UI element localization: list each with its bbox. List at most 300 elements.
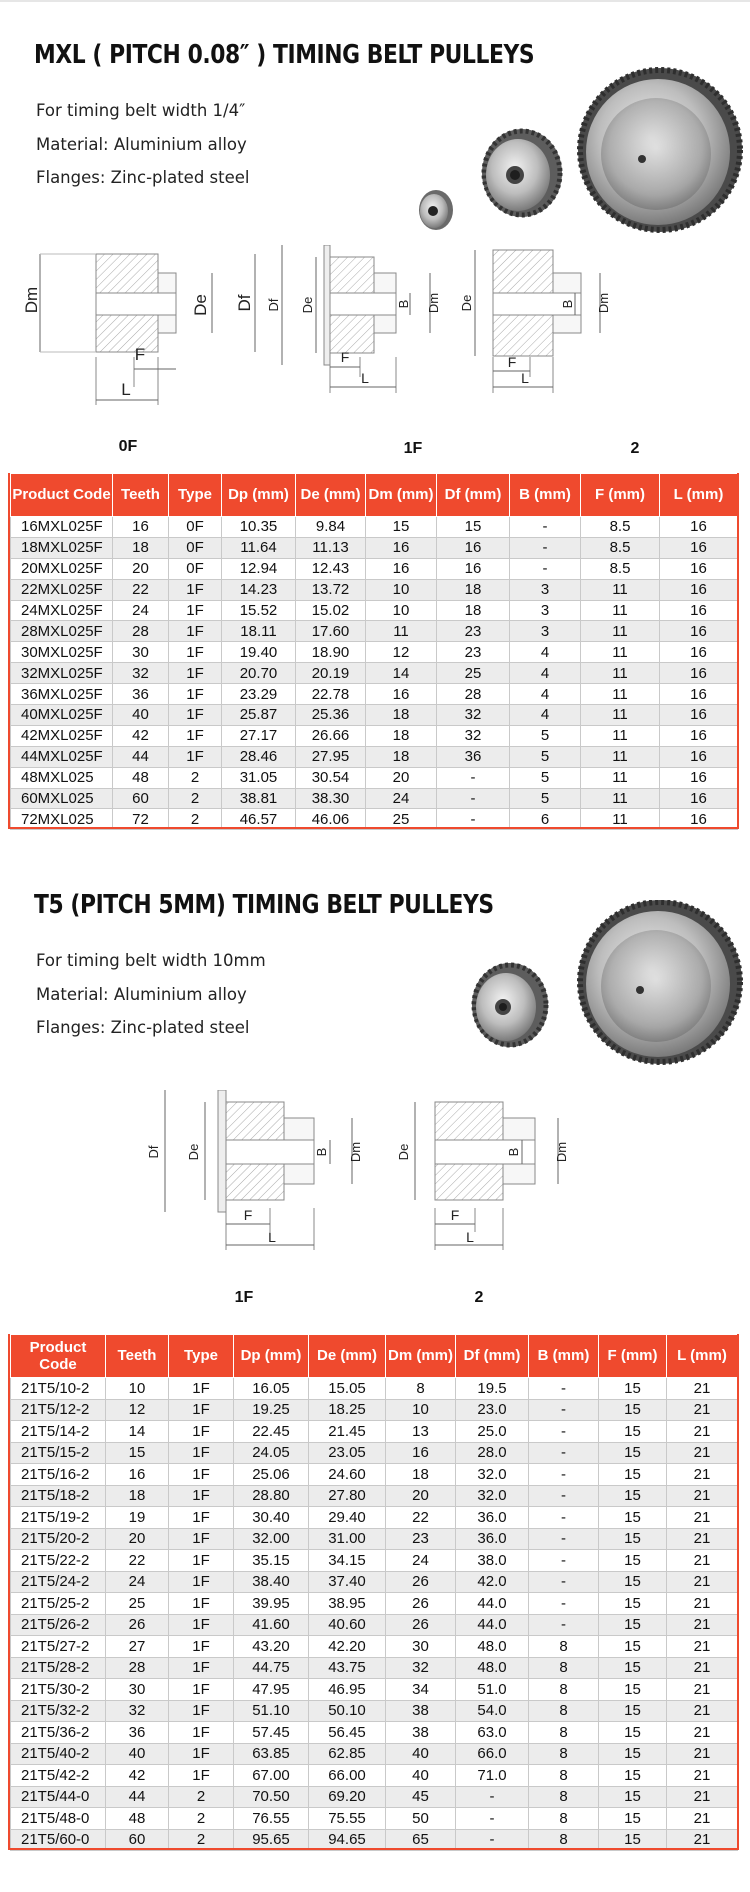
table-row [11,1679,738,1701]
table-cell: 25 [106,1593,169,1615]
table-cell: 1F [169,1550,234,1572]
table-cell: 21 [667,1636,738,1658]
t5-diagram-label-1f: 1F [234,1289,254,1306]
t5-header-3: Dp (mm) [234,1335,309,1378]
table-cell: 3 [510,579,581,600]
table-cell: 11 [581,579,660,600]
table-cell: 24 [106,1571,169,1593]
table-cell: 15.05 [309,1378,386,1400]
table-cell: 4 [510,684,581,705]
svg-text:Dm: Dm [554,1141,569,1163]
table-cell: 15 [599,1571,667,1593]
table-cell: 21 [667,1550,738,1572]
svg-text:B: B [560,299,575,309]
table-cell: 16 [437,558,510,579]
table-cell: 21 [667,1378,738,1400]
table-cell: 1F [169,1571,234,1593]
table-cell: 15 [437,517,510,538]
svg-text:De: De [300,296,315,314]
table-cell: 43.75 [309,1657,386,1679]
table-cell: 22MXL025F [11,579,113,600]
table-cell: 60 [113,788,169,809]
table-cell: 32 [437,725,510,746]
table-cell: 16 [366,684,437,705]
table-cell: 1F [169,600,222,621]
table-cell: 72 [113,809,169,830]
table-cell: 21T5/40-2 [11,1743,106,1765]
table-cell: 18 [106,1485,169,1507]
table-cell: 26 [106,1614,169,1636]
table-cell: 13 [386,1421,456,1443]
table-cell: 31.00 [309,1528,386,1550]
table-cell: 8.5 [581,517,660,538]
table-cell: 11 [581,809,660,830]
t5-header-5: Dm (mm) [386,1335,456,1378]
table-cell: 1F [169,663,222,684]
table-cell: 16 [660,600,738,621]
table-cell: 1F [169,621,222,642]
table-cell: 16MXL025F [11,517,113,538]
table-cell: 67.00 [234,1765,309,1787]
table-cell: - [437,809,510,830]
table-cell: 11 [581,663,660,684]
mxl-header-3: Dp (mm) [222,474,296,517]
table-cell: 16 [366,537,437,558]
t5-header-1: Teeth [106,1335,169,1378]
table-cell: 1F [169,1442,234,1464]
table-row [11,1571,738,1593]
table-cell: 15.52 [222,600,296,621]
t5-spec-material: Material: Aluminium alloy [36,984,247,1004]
table-cell: 18 [366,705,437,726]
table-row [11,1636,738,1658]
table-cell: 16 [660,621,738,642]
table-cell: 13.72 [296,579,366,600]
table-cell: - [456,1786,529,1808]
table-cell: 50.10 [309,1700,386,1722]
table-cell: 38 [386,1700,456,1722]
table-cell: - [510,558,581,579]
table-cell: 60 [106,1829,169,1851]
table-row [11,1593,738,1615]
dim-f: F [134,345,146,364]
table-cell: 47.95 [234,1679,309,1701]
table-cell: 24 [386,1550,456,1572]
table-cell: - [529,1507,599,1529]
table-cell: 63.85 [234,1743,309,1765]
table-cell: 15 [599,1378,667,1400]
table-cell: 16 [660,579,738,600]
table-row [11,725,738,746]
table-cell: 21T5/10-2 [11,1378,106,1400]
table-cell: 23 [437,642,510,663]
table-cell: 8 [386,1378,456,1400]
table-cell: 46.06 [296,809,366,830]
table-cell: 27 [106,1636,169,1658]
table-row [11,705,738,726]
table-cell: - [529,1378,599,1400]
table-cell: 15 [106,1442,169,1464]
table-cell: 19.40 [222,642,296,663]
table-cell: 40 [113,705,169,726]
table-cell: 42MXL025F [11,725,113,746]
svg-text:De: De [186,1143,201,1161]
table-cell: 45 [386,1786,456,1808]
table-row [11,1808,738,1830]
svg-text:L: L [268,1229,276,1245]
table-cell: 21T5/30-2 [11,1679,106,1701]
table-cell: 2 [169,809,222,830]
table-cell: 44MXL025F [11,746,113,767]
table-cell: 8 [529,1636,599,1658]
table-cell: 54.0 [456,1700,529,1722]
t5-header-4: De (mm) [309,1335,386,1378]
table-cell: 15 [599,1700,667,1722]
table-cell: 44 [106,1786,169,1808]
table-cell: 60MXL025 [11,788,113,809]
diagram-0f [22,254,255,405]
table-cell: - [529,1421,599,1443]
table-cell: 6 [510,809,581,830]
table-cell: 1F [169,1657,234,1679]
table-cell: 16 [660,767,738,788]
table-row [11,663,738,684]
table-cell: 11 [581,725,660,746]
table-cell: 36.0 [456,1507,529,1529]
mxl-header-7: B (mm) [510,474,581,517]
table-cell: 57.45 [234,1722,309,1744]
table-cell: 8 [529,1808,599,1830]
t5-spec-flanges: Flanges: Zinc-plated steel [36,1018,250,1037]
table-row [11,1700,738,1722]
table-cell: 1F [169,579,222,600]
table-cell: 1F [169,1378,234,1400]
mxl-specs [36,94,250,195]
table-cell: 39.95 [234,1593,309,1615]
table-cell: 27.17 [222,725,296,746]
table-cell: 11.64 [222,537,296,558]
table-cell: 40.60 [309,1614,386,1636]
svg-text:Dm: Dm [348,1141,363,1163]
table-cell: 21 [667,1679,738,1701]
mxl-spec-belt-width: For timing belt width 1/4″ [36,101,246,120]
table-cell: 16 [660,788,738,809]
table-cell: - [456,1808,529,1830]
table-cell: 63.0 [456,1722,529,1744]
table-cell: 21T5/32-2 [11,1700,106,1722]
table-cell: 20.70 [222,663,296,684]
table-cell: 32 [437,705,510,726]
t5-diagram-2 [396,1102,569,1250]
table-cell: 23.29 [222,684,296,705]
table-cell: 32 [386,1657,456,1679]
table-row [11,1722,738,1744]
table-cell: 8 [529,1679,599,1701]
table-cell: 20 [366,767,437,788]
table-cell: 21T5/25-2 [11,1593,106,1615]
table-cell: 11 [581,767,660,788]
table-cell: 15.02 [296,600,366,621]
t5-title: T5 (PITCH 5MM) TIMING BELT PULLEYS [34,890,494,920]
table-cell: 32MXL025F [11,663,113,684]
table-row [11,1765,738,1787]
table-cell: 2 [169,788,222,809]
table-cell: 65 [386,1829,456,1851]
table-cell: 16 [106,1464,169,1486]
table-cell: 15 [599,1399,667,1421]
table-cell: 32.0 [456,1485,529,1507]
table-cell: 11.13 [296,537,366,558]
table-cell: 21 [667,1808,738,1830]
svg-text:De: De [459,294,474,312]
table-row [11,1829,738,1851]
table-cell: 10 [366,600,437,621]
table-cell: 11 [581,705,660,726]
table-cell: 15 [599,1679,667,1701]
t5-diagram-1f [146,1090,363,1250]
table-cell: 16 [660,537,738,558]
table-row [11,1528,738,1550]
t5-header-6: Df (mm) [456,1335,529,1378]
table-cell: 11 [581,621,660,642]
table-cell: 21T5/27-2 [11,1636,106,1658]
mxl-header-0: Product Code [11,474,113,517]
t5-specs [36,944,266,1045]
table-cell: 34 [386,1679,456,1701]
dim-de: De [191,294,210,316]
diagram-1f [266,245,441,393]
t5-header-9: L (mm) [667,1335,738,1378]
table-cell: 16 [366,558,437,579]
table-cell: 40 [106,1743,169,1765]
table-row [11,1485,738,1507]
table-cell: 1F [169,1507,234,1529]
table-cell: 23 [437,621,510,642]
table-cell: 18MXL025F [11,537,113,558]
table-cell: 10 [366,579,437,600]
mxl-diagram-label-0f: 0F [118,438,138,455]
table-cell: - [456,1829,529,1851]
table-cell: 22 [106,1550,169,1572]
table-cell: 1F [169,725,222,746]
table-cell: 48 [106,1808,169,1830]
table-cell: 18 [437,579,510,600]
table-cell: 71.0 [456,1765,529,1787]
table-cell: 23 [386,1528,456,1550]
table-cell: 12 [366,642,437,663]
table-cell: - [529,1464,599,1486]
mxl-table-header [11,474,738,517]
mxl-header-1: Teeth [113,474,169,517]
table-cell: 10 [386,1399,456,1421]
table-cell: 23.0 [456,1399,529,1421]
table-cell: 24 [113,600,169,621]
table-row [11,1550,738,1572]
table-cell: 44 [113,746,169,767]
mxl-spec-table [10,473,738,830]
table-row [11,1378,738,1400]
table-cell: 21T5/48-0 [11,1808,106,1830]
table-row [11,746,738,767]
table-cell: 30 [386,1636,456,1658]
table-cell: 22 [386,1507,456,1529]
table-cell: 18.25 [309,1399,386,1421]
svg-text:Df: Df [146,1145,161,1159]
table-cell: 30.54 [296,767,366,788]
svg-text:F: F [507,354,517,370]
table-cell: 21T5/15-2 [11,1442,106,1464]
table-cell: 2 [169,1786,234,1808]
table-cell: 12 [106,1399,169,1421]
table-cell: 21T5/26-2 [11,1614,106,1636]
table-cell: 15 [599,1507,667,1529]
table-cell: - [529,1442,599,1464]
table-cell: 31.05 [222,767,296,788]
svg-text:L: L [361,370,369,386]
table-cell: 32.00 [234,1528,309,1550]
table-row [11,642,738,663]
table-cell: 21.45 [309,1421,386,1443]
table-cell: 11 [581,642,660,663]
table-cell: 3 [510,600,581,621]
table-cell: 11 [581,788,660,809]
table-cell: 14.23 [222,579,296,600]
table-cell: 12.43 [296,558,366,579]
table-cell: 69.20 [309,1786,386,1808]
t5-header-8: F (mm) [599,1335,667,1378]
table-cell: 16 [386,1442,456,1464]
dim-l: L [121,380,131,399]
table-cell: 18 [437,600,510,621]
svg-text:B: B [314,1147,329,1157]
table-cell: 48 [113,767,169,788]
table-cell: 8 [529,1657,599,1679]
svg-text:F: F [243,1207,253,1223]
table-cell: 26 [386,1593,456,1615]
svg-text:B: B [506,1147,521,1157]
table-cell: 28 [113,621,169,642]
table-cell: 15 [599,1636,667,1658]
table-cell: 16.05 [234,1378,309,1400]
table-cell: 25.36 [296,705,366,726]
table-cell: 27.95 [296,746,366,767]
table-cell: 21 [667,1722,738,1744]
t5-table-header [11,1335,738,1378]
table-row [11,809,738,830]
table-cell: 20 [106,1528,169,1550]
table-cell: 16 [660,705,738,726]
table-cell: 95.65 [234,1829,309,1851]
table-cell: 21 [667,1743,738,1765]
table-cell: 15 [599,1808,667,1830]
table-cell: 20MXL025F [11,558,113,579]
mxl-pulley-photo [410,55,745,235]
table-cell: 42.20 [309,1636,386,1658]
table-cell: 1F [169,1399,234,1421]
table-cell: 8 [529,1743,599,1765]
table-cell: 10 [106,1378,169,1400]
table-cell: 72MXL025 [11,809,113,830]
table-cell: 21T5/24-2 [11,1571,106,1593]
table-cell: 1F [169,705,222,726]
table-cell: 44.75 [234,1657,309,1679]
table-cell: 16 [660,809,738,830]
table-cell: 9.84 [296,517,366,538]
dim-dm: Dm [22,286,41,314]
table-cell: 15 [599,1786,667,1808]
table-cell: 44.0 [456,1593,529,1615]
table-cell: 15 [599,1464,667,1486]
table-cell: 19 [106,1507,169,1529]
table-cell: 15 [366,517,437,538]
table-cell: 1F [169,1636,234,1658]
table-cell: 21T5/60-0 [11,1829,106,1851]
table-cell: 32.0 [456,1464,529,1486]
table-cell: 16 [660,746,738,767]
table-cell: - [529,1399,599,1421]
table-cell: 28.46 [222,746,296,767]
table-cell: 66.00 [309,1765,386,1787]
table-cell: 16 [660,663,738,684]
table-cell: 22.45 [234,1421,309,1443]
table-cell: 16 [660,558,738,579]
table-cell: 11 [581,684,660,705]
table-cell: 16 [660,517,738,538]
svg-text:De: De [396,1143,411,1161]
t5-pulley-diagrams [130,1090,590,1260]
table-cell: 18 [366,725,437,746]
table-cell: 19.5 [456,1378,529,1400]
table-cell: 8.5 [581,558,660,579]
table-cell: 18 [366,746,437,767]
table-cell: 26.66 [296,725,366,746]
table-cell: 1F [169,1743,234,1765]
table-row [11,1507,738,1529]
svg-text:F: F [340,349,350,365]
table-cell: 38.0 [456,1550,529,1572]
mxl-spec-flanges: Flanges: Zinc-plated steel [36,168,250,187]
table-cell: 8 [529,1700,599,1722]
table-cell: 30.40 [234,1507,309,1529]
table-cell: - [529,1550,599,1572]
mxl-spec-material: Material: Aluminium alloy [36,134,247,154]
table-cell: - [529,1614,599,1636]
table-row [11,579,738,600]
table-cell: 1F [169,1700,234,1722]
table-cell: 19.25 [234,1399,309,1421]
table-cell: 24.05 [234,1442,309,1464]
table-cell: 25.0 [456,1421,529,1443]
mxl-header-4: De (mm) [296,474,366,517]
table-cell: 21T5/44-0 [11,1786,106,1808]
mxl-title: MXL ( PITCH 0.08″ ) TIMING BELT PULLEYS [34,40,535,70]
table-cell: 15 [599,1593,667,1615]
t5-header-2: Type [169,1335,234,1378]
dim-df: Df [235,294,254,312]
table-cell: 16 [660,642,738,663]
table-cell: 15 [599,1722,667,1744]
table-cell: 21 [667,1485,738,1507]
table-cell: 48.0 [456,1636,529,1658]
table-row [11,1743,738,1765]
table-cell: 15 [599,1485,667,1507]
top-divider [0,0,750,2]
svg-text:Df: Df [266,298,281,312]
svg-text:B: B [396,299,411,309]
table-cell: 1F [169,642,222,663]
table-cell: 76.55 [234,1808,309,1830]
table-cell: 25.87 [222,705,296,726]
